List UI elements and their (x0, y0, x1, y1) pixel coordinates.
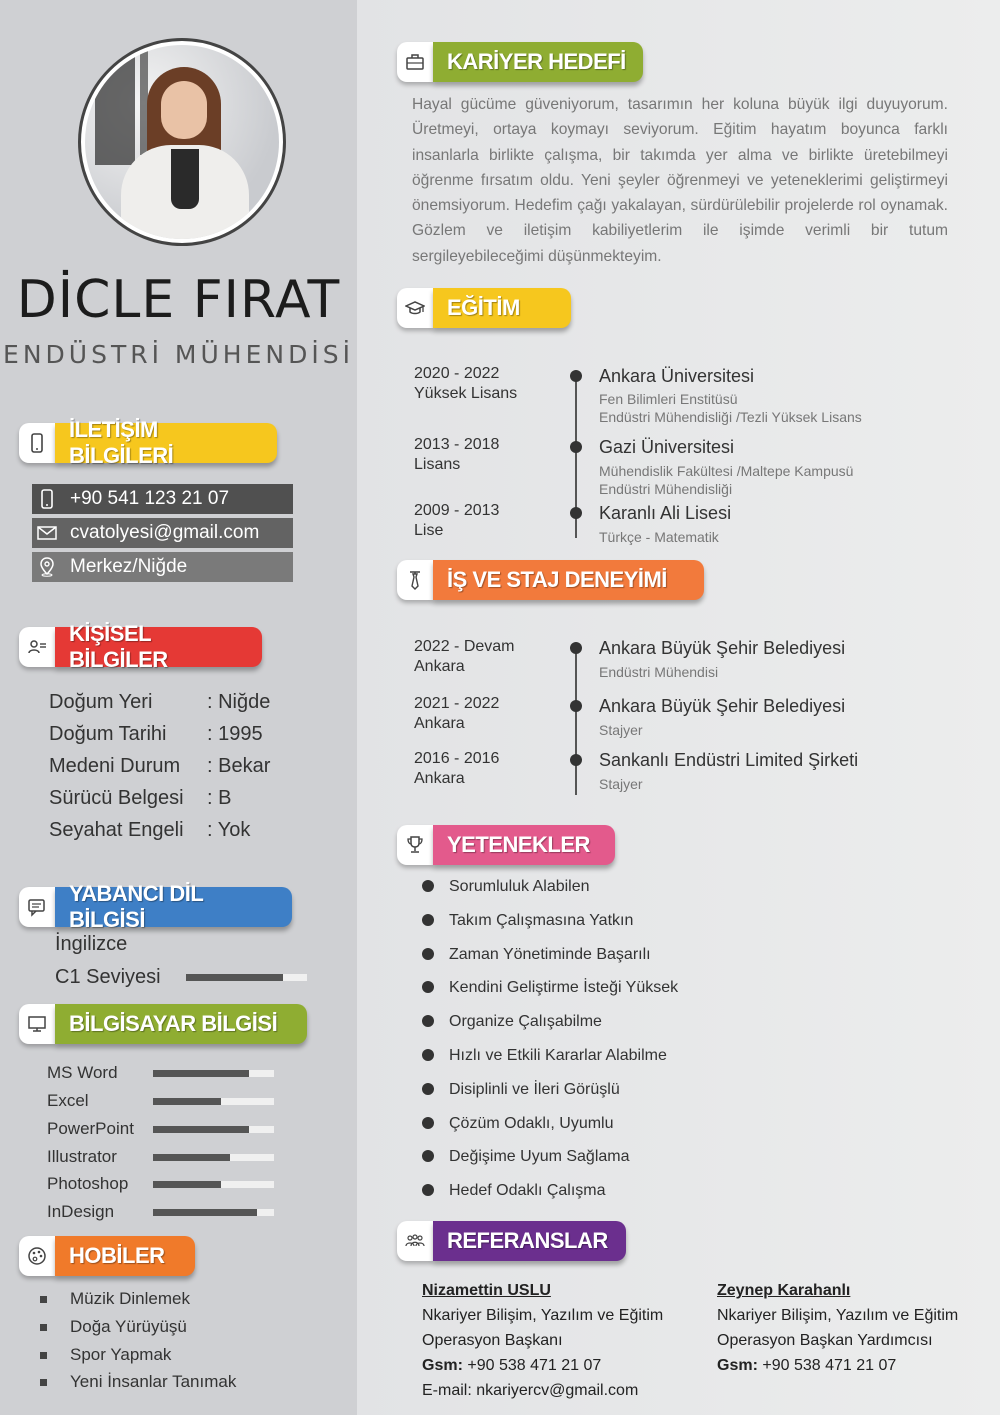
hobby-item: Yeni İnsanlar Tanımak (40, 1372, 236, 1392)
hobby-item: Doğa Yürüyüşü (40, 1317, 187, 1337)
experience-years: 2021 - 2022 Ankara (414, 695, 500, 732)
computer-skill-label: Excel (47, 1091, 89, 1110)
personal-key: Medeni Durum (49, 755, 181, 777)
skill-item: Çözüm Odaklı, Uyumlu (422, 1115, 614, 1133)
reference-name: Nizamettin USLU (422, 1282, 551, 1299)
language-proficiency-bar (186, 974, 307, 981)
education-detail: Fen Bilimleri Enstitüsü Endüstri Mühendisliği /Tezli Yüksek Lisans (599, 391, 862, 425)
monitor-icon (19, 1004, 55, 1044)
experience-timeline (575, 650, 577, 795)
people-icon (397, 1221, 433, 1261)
skill-item: Zaman Yönetiminde Başarılı (422, 946, 651, 964)
section-header-contact: İLETİŞİM BİLGİLERİ (19, 423, 277, 463)
education-school: Gazi Üniversitesi (599, 437, 735, 457)
education-detail: Türkçe - Matematik (599, 529, 719, 545)
section-header-language: YABANCI DİL BİLGİSİ (19, 887, 292, 927)
person-card-icon (19, 627, 55, 667)
timeline-dot (570, 507, 582, 519)
personal-value: : B (207, 787, 232, 809)
section-header-education: EĞİTİM (397, 288, 571, 328)
profile-photo (78, 38, 286, 246)
education-detail: Mühendislik Fakültesi /Maltepe Kampusü Endüstri Mühendisliği (599, 463, 854, 497)
section-header-references: REFERANSLAR (397, 1221, 626, 1261)
education-school: Ankara Üniversitesi (599, 366, 755, 386)
palette-icon (19, 1236, 55, 1276)
language-name: İngilizce (55, 933, 128, 955)
personal-value: : 1995 (207, 723, 263, 745)
skill-item: Takım Çalışmasına Yatkın (422, 912, 633, 930)
computer-skill-bar (153, 1209, 274, 1216)
section-header-hobbies: HOBİLER (19, 1236, 195, 1276)
skill-item: Sorumluluk Alabilen (422, 878, 590, 896)
section-header-personal: KİŞİSEL BİLGİLER (19, 627, 262, 667)
skill-item: Disiplinli ve İleri Görüşlü (422, 1081, 620, 1099)
chat-icon (19, 887, 55, 927)
experience-years: 2016 - 2016 Ankara (414, 750, 500, 787)
education-years: 2009 - 2013 Lise (414, 502, 500, 539)
timeline-dot (570, 370, 582, 382)
section-header-computer: BİLGİSAYAR BİLGİSİ (19, 1004, 307, 1044)
experience-years: 2022 - Devam Ankara (414, 638, 515, 675)
education-years: 2013 - 2018 Lisans (414, 436, 500, 473)
personal-key: Doğum Tarihi (49, 723, 167, 745)
skill-item: Hedef Odaklı Çalışma (422, 1182, 606, 1200)
skill-item: Değişime Uyum Sağlama (422, 1148, 630, 1166)
computer-skill-bar (153, 1126, 274, 1133)
section-header-career: KARİYER HEDEFİ (397, 42, 643, 82)
section-header-skills: YETENEKLER (397, 825, 615, 865)
personal-value: : Yok (207, 819, 251, 841)
experience-company: Ankara Büyük Şehir Belediyesi (599, 638, 846, 658)
location-pin-icon (32, 557, 62, 577)
computer-skill-label: PowerPoint (47, 1119, 134, 1138)
trophy-icon (397, 825, 433, 865)
phone-icon (32, 489, 62, 509)
hobby-item: Müzik Dinlemek (40, 1289, 190, 1309)
experience-role: Endüstri Mühendisi (599, 664, 719, 680)
contact-email[interactable]: cvatolyesi@gmail.com (32, 518, 293, 548)
full-name: DİCLE FIRAT (16, 270, 341, 330)
envelope-icon (32, 523, 62, 543)
briefcase-icon (397, 42, 433, 82)
experience-company: Ankara Büyük Şehir Belediyesi (599, 696, 846, 716)
timeline-dot (570, 700, 582, 712)
computer-skill-label: InDesign (47, 1202, 115, 1221)
hobby-item: Spor Yapmak (40, 1345, 171, 1365)
computer-skill-bar (153, 1181, 274, 1188)
language-level: C1 Seviyesi (55, 966, 161, 988)
experience-role: Stajyer (599, 722, 643, 738)
job-title: ENDÜSTRİ MÜHENDİSİ (3, 340, 354, 369)
skill-item: Kendini Geliştirme İsteği Yüksek (422, 979, 678, 997)
computer-skill-bar (153, 1070, 274, 1077)
personal-key: Doğum Yeri (49, 691, 153, 713)
section-header-experience: İŞ VE STAJ DENEYİMİ (397, 560, 704, 600)
timeline-dot (570, 754, 582, 766)
reference-card: Zeynep Karahanlı Nkariyer Bilişim, Yazılım ve Eğitim Operasyon Başkan Yardımcısı Gsm: +90 538 471 21 07 (717, 1278, 958, 1378)
career-objective-text: Hayal gücüme güveniyorum, tasarımın her koluna büyük ilgi duyuyorum. Üretmeyi, ortaya koymayı seviyorum. Eğitim hayatım boyunca farklı insanlarla birlikte çalışma, bir takımda yer alma ve birlikte üretebilmeyi öğrenme fırsatım oldu. Yeni şeyler öğrenmeyi ve yeteneklerimi geliştirmeyi önemsiyorum. Hedefim çağı yakalayan, sürdürülebilir projelerde rol oynamak. Gözlem ve iletişim kabiliyetlerim ile işimde verimli bir tutum sergileyebileceğimi düşünmekteyim. (412, 96, 948, 265)
contact-location: Merkez/Niğde (32, 552, 293, 582)
skill-item: Organize Çalışabilme (422, 1013, 602, 1031)
reference-email[interactable]: E-mail: nkariyercv@gmail.com (422, 1382, 639, 1399)
personal-value: : Niğde (207, 691, 271, 713)
phone-icon (19, 423, 55, 463)
computer-skill-label: Illustrator (47, 1147, 117, 1166)
reference-card: Nizamettin USLU Nkariyer Bilişim, Yazılım ve Eğitim Operasyon Başkanı Gsm: +90 538 471 21 07 E-mail: nkariyercv@gmail.com (422, 1278, 663, 1403)
graduation-cap-icon (397, 288, 433, 328)
experience-role: Stajyer (599, 776, 643, 792)
skill-item: Hızlı ve Etkili Kararlar Alabilme (422, 1047, 667, 1065)
personal-key: Sürücü Belgesi (49, 787, 184, 809)
computer-skill-label: MS Word (47, 1063, 118, 1082)
personal-value: : Bekar (207, 755, 271, 777)
education-school: Karanlı Ali Lisesi (599, 503, 732, 523)
computer-skill-label: Photoshop (47, 1174, 129, 1193)
contact-phone: +90 541 123 21 07 (32, 484, 293, 514)
timeline-dot (570, 441, 582, 453)
timeline-dot (570, 642, 582, 654)
computer-skill-bar (153, 1098, 274, 1105)
personal-key: Seyahat Engeli (49, 819, 184, 841)
reference-name: Zeynep Karahanlı (717, 1282, 851, 1299)
education-years: 2020 - 2022 Yüksek Lisans (414, 365, 518, 402)
tie-icon (397, 560, 433, 600)
computer-skill-bar (153, 1154, 274, 1161)
experience-company: Sankanlı Endüstri Limited Şirketi (599, 750, 859, 770)
